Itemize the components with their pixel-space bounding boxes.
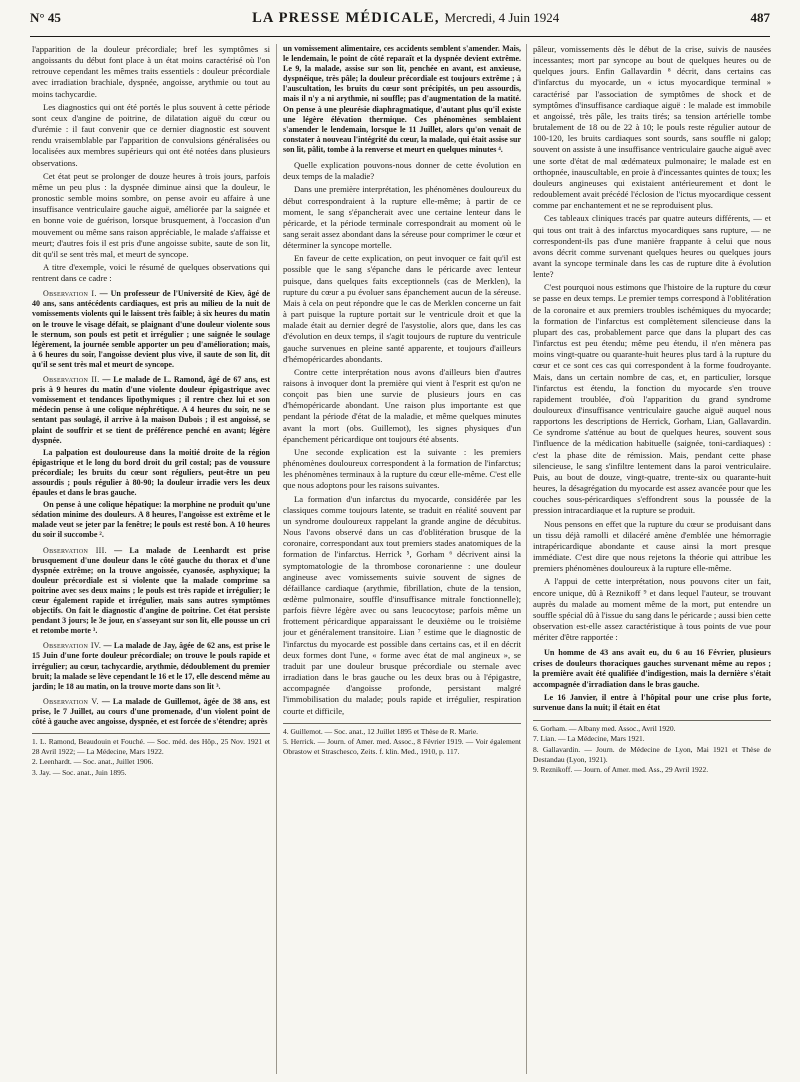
observation-4 <box>32 641 270 691</box>
column-middle <box>283 44 521 1074</box>
observation-text: La palpation est douloureuse dans la moitié droite de la région épigastrique et le long du bord droit du gril costal; pas de voussure précordiale; les bruits du cœur sont réguliers, peut-être un peu assourdis ; pouls régulier à 80-90; la douleur irradie vers les deux épaules et dans le bras gauche. <box>32 447 270 498</box>
paragraph: Cet état peut se prolonger de douze heures à trois jours, parfois même un peu plus : la dyspnée diminue ainsi que la douleur, le pronostic semble moins sombre, on pense avoir eu affaire à une insuffisance ventriculaire gauche aiguë, améliorée par la saignée et en bonne voie de guérison, lorsque brusquement, à l'occasion d'un mouvement ou même sans raison appréciable, le malade s'affaisse et meurt; d'autres fois il est pris d'une angoisse subite, saute de son lit, dit qu'il se sent très mal, et meurt de syncope. <box>32 170 270 259</box>
journal-title: LA PRESSE MÉDICALE, Mercredi, 4 Juin 1924 <box>252 10 560 26</box>
observation-heading: Observation III. <box>43 545 107 555</box>
observation-3 <box>32 546 270 637</box>
observation-heading: Observation V. <box>43 696 99 706</box>
issue-date: Mercredi, 4 Juin 1924 <box>444 10 560 25</box>
issue-number: N° 45 <box>30 10 61 25</box>
observation-heading: Observation II. <box>43 375 100 385</box>
paragraph: Nous pensons en effet que la rupture du cœur se produisant dans un tissu déjà ramolli et dilacéré amène d'emblée une hémorragie intrapéricardique abondante et cause ainsi la mort presque immédiate. C'est dire que nous rejetons la théorie qui attribue les premiers phénomènes douloureux à la rupture elle-même. <box>533 518 771 574</box>
footnote: 6. Gorham. — Albany med. Assoc., Avril 1920. <box>533 723 676 733</box>
observation-text: — Le malade de L. Ramond, âgé de 67 ans, est pris à 9 heures du matin d'une violente douleur épigastrique avec vomissement et tendances lipothymiques ; il rentre chez lui et son médecin pense à une colique néphrétique. A 4 heures du soir, ne se sentant pas soulagé, il arrive à la maison Dubois ; il est angoissé, se plaint de souffrir et se tient de préférence penché en avant; légère dyspnée. <box>32 375 270 445</box>
observation-text: On pense à une colique hépatique: la morphine ne produit qu'une sédation minime des douleurs. A 8 heures, l'angoisse est extrême et le malade veut se jeter par la fenêtre; le pouls est resté bon. A 10 heures du soir il succombe ². <box>32 500 270 540</box>
footnote: 7. Lian. — La Médecine, Mars 1921. <box>533 734 645 744</box>
footnote: 8. Gallavardin. — Journ. de Médecine de Lyon, Mai 1921 et Thèse de Destandau (Lyon, 1921). <box>533 745 771 764</box>
case-report: Le 16 Janvier, il entre à l'hôpital pour une crise plus forte, survenue dans la nuit; il était en état <box>533 692 771 713</box>
observation-text: — La malade de Jay, âgée de 62 ans, est prise le 15 Juin d'une forte douleur précordiale; on trouve le pouls rapide et irrégulier; au cœur, tachycardie, arythmie, dédoublement du premier bruit; la malade se lève cependant le 16 et le 17, elle descend même au jardin; le 18 au matin, on la trouve morte dans son lit ³. <box>32 641 270 691</box>
paragraph: Ces tableaux cliniques tracés par quatre auteurs différents, — et qui tous ont trait à des infarctus myocardiques sans rupture, — ne correspondent-ils pas d'une manière frappante à celui que nous avons décrit comme survenant quelques heures ou quelques jours avant la syncope terminale dans les cas de rupture dite à évolution lente? <box>533 213 771 280</box>
paragraph: pâleur, vomissements dès le début de la crise, suivis de nausées incessantes; mort par syncope au bout de quelques heures ou de quelques jours. Enfin Gallavardin ⁸ décrit, dans certains cas d'infarctus du myocarde, un « ictus myocardique terminal » caractérisé par l'association de symptômes de shock et de symptômes d'insuffisance cardiaque aiguë : le malade est immobile et angoissé, très pâle, les traits tirés; sa tension artérielle tombe brutalement de 18 ou de 22 à 10; le pouls reste régulier autour de 100-120, les bruits cardiaques sont sourds, sans souffle ni galop; souvent on assiste à une insuffisance ventriculaire gauche aiguë avec une sorte d'état de mal œdémateux pulmonaire; le malade est en orthopnée, inauscultable, en proie à d'incessantes quintes de toux; les douleurs angineuses qui existaient antérieurement et dont le redoublement avait précédé l'éclosion de l'ictus myocardique cessent comme par enchantement et ne se reproduisent plus. <box>533 44 771 211</box>
paragraph: Les diagnostics qui ont été portés le plus souvent à cette période sont ceux d'angine de poitrine, de dilatation aiguë du cœur ou d'urémie : il faut convenir que ce dernier diagnostic est souvent rendu vraisemblable par l'apparition de convulsions généralisées ou localisées aux membres supérieurs qui ont été notées dans plusieurs observations. <box>32 101 270 168</box>
observation-5 <box>32 697 270 727</box>
observation-2 <box>32 375 270 446</box>
paragraph: C'est pourquoi nous estimons que l'histoire de la rupture du cœur se passe en deux temps. Le premier temps correspond à l'oblitération de la coronaire et aux premiers troubles ischémiques du myocarde; la formation de l'infarctus est complètement silencieuse dans la plupart des cas, probablement parce que dans la plupart des cas l'infarctus est peu étendu; même peu étendu, il n'en mènera pas moins vingt-quatre ou quarante-huit heures plus tard à la rupture du cœur et ce sont ces cas qui correspondent à la forme foudroyante. Mais, dans un certain nombre de cas, et, en particulier, lorsque l'infarctus est étendu, la fonction du myocarde s'en trouve rapidement troublée, d'où l'apparition du grand syndrome douloureux d'insuffisance ventriculaire gauche aiguë auquel nous rapportons les descriptions de Herrick, Gorham, Lian, Gallavardin. Ce syndrome s'atténue au bout de quelques heures, souvent sous l'influence de la médication habituelle (saignée, toni-cardiaques) : c'est la phase dite de rémission. Mais, pendant cette phase silencieuse, le sang s'infiltre lentement dans la paroi ventriculaire. Puis, au bout de douze, vingt-quatre, trente-six ou quarante-huit heures, la désagrégation du myocarde est assez avancée pour que les couches sous-péricardiques s'effondrent sous la poussée de la pression intracardiaque et la rupture se produit. <box>533 282 771 516</box>
footnote: 2. Leenhardt. — Soc. anat., Juillet 1906. <box>32 757 154 767</box>
page-number: 487 <box>750 10 770 25</box>
footnotes <box>32 733 270 777</box>
paragraph: La formation d'un infarctus du myocarde, considérée par les classiques comme toujours latente, se traduit en réalité souvent par un syndrome douloureux rappelant la grande angine de décubitus. Nous l'avons observé dans un cas d'oblitération brusque de la coronaire, correspondant aux tout premiers stades anatomiques de la formation de l'infarctus. Herrick ⁵, Gorham ⁶ décrivent ainsi la symptomatologie de la thrombose coronarienne : une douleur angineuse avec vomissements suivie souvent de signes de défaillance cardiaque (arythmie, fibrillation, chute de la tension, œdème pulmonaire, souffle d'insuffisance mitrale fonctionnelle); parfois fièvre légère avec ou sans leucocytose; parfois même un frottement péricardique apparaissant le deuxième ou le troisième jour et généralement transitoire. Lian ⁷ estime que le diagnostic de l'infarctus du myocarde est possible dans certains cas, et il en décrit deux formes dont l'une, « forme avec état de mal angineux », se traduit par une douleur brusque précordiale ou sternale avec irradiation dans le bras gauche ou les deux bras ou à l'épigastre, accompagnée d'angoisse profonde, persistant malgré l'immobilisation du malade; pouls rapide et irrégulier, respiration courte et difficile, <box>283 493 521 716</box>
page-header <box>30 10 770 37</box>
case-report: Un homme de 43 ans avait eu, du 6 au 16 Février, plusieurs crises de douleurs thoraciques gauches survenant même au repos ; la première avait été qualifiée d'indigestion, mais la dernière s'était accompagnée d'irradiation dans le bras gauche. <box>533 648 771 690</box>
footnote: 5. Herrick. — Journ. of Amer. med. Assoc., 8 Février 1919. — Voir également Obrastow et Straschesco, Zeits. f. klin. Med., 1910, p. 117. <box>283 737 521 756</box>
paragraph: A l'appui de cette interprétation, nous pouvons citer un fait, encore unique, dû à Reznikoff ⁹ et dans lequel l'auteur, se trouvant auprès du malade au moment même de la mort, put entendre un souffle spécial dû à l'issue du sang dans le péricarde ; aussi bien cette observation est-elle assez caractéristique à tous points de vue pour mériter d'être rapportée : <box>533 576 771 643</box>
footnote: 9. Reznikoff. — Journ. of Amer. med. Ass., 29 Avril 1922. <box>533 765 709 775</box>
column-rule <box>276 44 277 1074</box>
paragraph: A titre d'exemple, voici le résumé de quelques observations qui rentrent dans ce cadre : <box>32 261 270 284</box>
paragraph: l'apparition de la douleur précordiale; bref les symptômes si angoissants du début font place à un état moins caractérisé où l'on retrouve cependant les mêmes traits essentiels : douleur précordiale avec irradiation brachiale, dyspnée, angoisse, arythmie ou tout au moins tachycardie. <box>32 44 270 99</box>
paragraph: Contre cette interprétation nous avons d'ailleurs bien d'autres raisons à invoquer dont la première qui vient à l'esprit est qu'on ne conçoit pas bien une survie de plusieurs jours en cas d'hémopéricarde abondant. Une raison plus importante est que pendant la période d'état de la maladie, et même quelques minutes avant la mort (obs. Guillemot), les signes physiques d'un épanchement péricardique ont toujours été absents. <box>283 366 521 444</box>
observation-text: un vomissement alimentaire, ces accidents semblent s'amender. Mais, le lendemain, le point de côté reparaît et la dyspnée devient extrême. Le 9, la malade, assise sur son lit, penchée en avant, est anxieuse, dyspnéique, très pâle; la douleur précordiale est toujours extrême ; à l'auscultation, les bruits du cœur sont précipités, un peu assourdis, mais il n'y a ni arythmie, ni souffle; pas d'augmentation de la matité. On pense à une pleurésie diaphragmatique, d'autant plus qu'il existe une légère élévation thermique. Ces phénomènes semblaient s'amender le lendemain, lorsque le 11 Juillet, alors qu'on venait de constater à nouveau l'intégrité du cœur, la malade, qui était assise sur son lit, pâlit, tombe à la renverse et meurt en quelques minutes ⁴. <box>283 44 521 154</box>
observation-text: — La malade de Guillemot, âgée de 38 ans, est prise, le 7 Juillet, au cours d'une promenade, d'un violent point de côté à gauche avec angoisse, dyspnée, et est forcée de s'étendre; après <box>32 696 270 727</box>
column-left <box>32 44 270 1074</box>
observation-heading: Observation I. <box>43 289 97 299</box>
paragraph: Dans une première interprétation, les phénomènes douloureux du début correspondraient à la rupture elle-même; à partir de ce moment, le sang s'épancherait avec une certaine lenteur dans le péricarde, et la période terminale correspondrait au moment où le sang serait assez abondant dans la séreuse pour comprimer le cœur et déterminer la syncope mortelle. <box>283 184 521 251</box>
footnote: 4. Guillemot. — Soc. anat., 12 Juillet 1895 et Thèse de R. Marie. <box>283 726 479 736</box>
column-right <box>533 44 771 1074</box>
journal-name: LA PRESSE MÉDICALE <box>252 10 435 26</box>
footnote: 3. Jay. — Soc. anat., Juin 1895. <box>32 767 127 777</box>
observation-text: — La malade de Leenhardt est prise brusquement d'une douleur dans le côté gauche du thorax et d'une dyspnée extrême; on la trouve angoissée, cyanosée, asphyxique; la douleur précordiale est si violente que la malade comprime sa poitrine avec ses deux mains ; le pouls est très rapide et irrégulier; le cœur également rapide et irrégulier, mais sans autres symptômes objectifs. On fait le diagnostic d'angine de poitrine. Cet état persiste pendant 3 jours; le 3e jour, en s'asseyant sur son lit, elle pousse un cri et retombe morte ³. <box>32 545 270 636</box>
footnotes <box>533 720 771 775</box>
paragraph: En faveur de cette explication, on peut invoquer ce fait qu'il est possible que le sang s'épanche dans le péricarde avec lenteur puisque, dans quelques faits exceptionnels (cas de Merklen), la rupture du cœur a pu évoluer sans épanchement aucun de la séreuse. Mais à cela on peut répondre que le cas de Merklen concerne un fait à part puisque la rupture portait sur le ventricule droit et que la malade était au dernier degré de l'asystolie, alors que, dans les cas d'évolution en deux temps, il s'agit toujours de rupture du ventricule gauche survenues en pleine santé apparente, et toujours d'ailleurs d'hémopéricardes abondants. <box>283 253 521 364</box>
observation-heading: Observation IV. <box>43 641 102 651</box>
observation-1 <box>32 289 270 370</box>
column-rule <box>526 44 527 1074</box>
paragraph: Une seconde explication est la suivante : les premiers phénomènes douloureux correspondent à la formation de l'infarctus; les phénomènes terminaux à la rupture du cœur elle-même. C'est elle que nous adoptons pour les raisons suivantes. <box>283 446 521 491</box>
footnotes <box>283 723 521 757</box>
observation-text: — Un professeur de l'Université de Kiev, âgé de 40 ans, sans antécédents cardiaques, est pris au milieu de la nuit de vomissements violents qui le laissent très faible; à six heures du matin on le trouve le visage défait, se plaignant d'une douleur violente sous le sternum, son pouls est petit et irrégulier ; une saignée le soulage légèrement, la journée semble apporter un peu d'amélioration; mais, à 6 heures du soir, l'angoisse devient plus vive, il saute de son lit, dit qu'il se sent très mal et meurt de syncope. <box>32 289 270 369</box>
paragraph: Quelle explication pouvons-nous donner de cette évolution en deux temps de la maladie? <box>283 160 521 182</box>
footnote: 1. L. Ramond, Beaudouin et Fouché. — Soc. méd. des Hôp., 25 Nov. 1921 et 28 Avril 1922; — La Médecine, Mars 1922. <box>32 737 270 756</box>
